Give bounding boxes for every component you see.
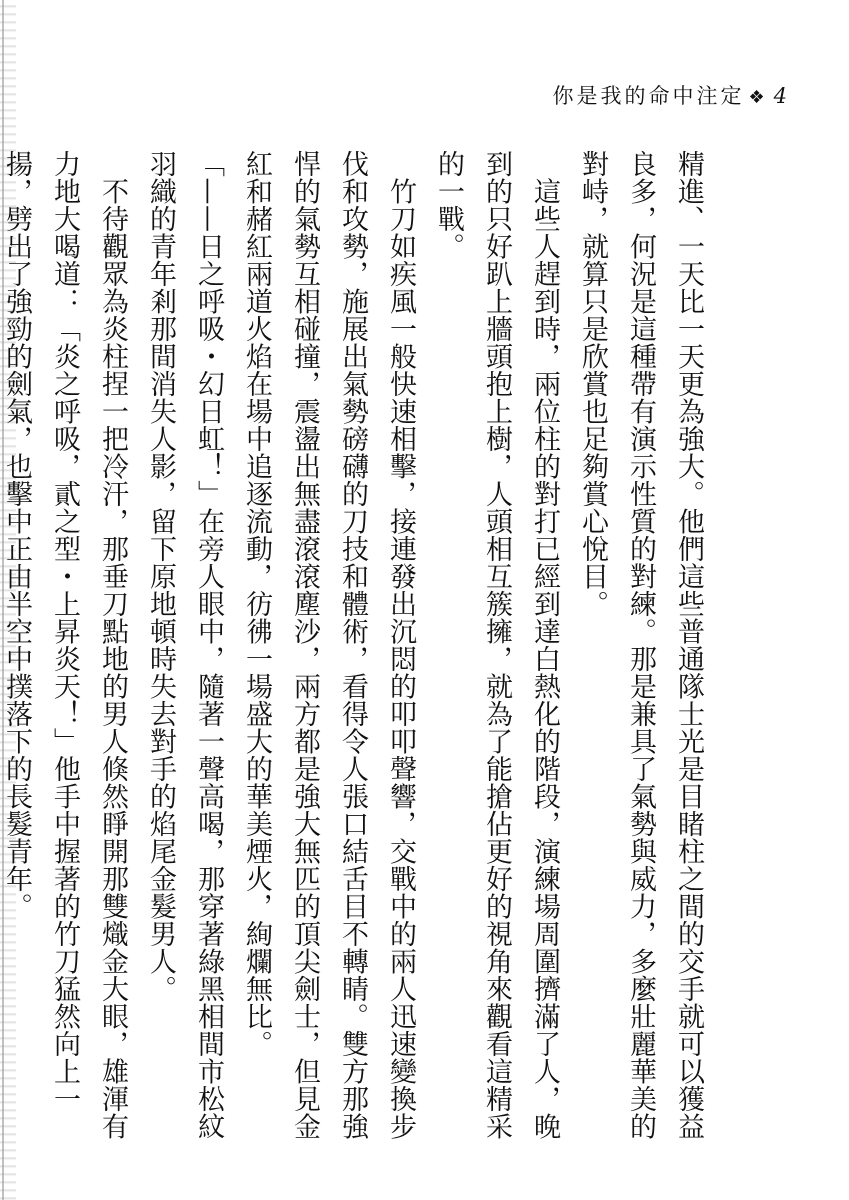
- paragraph: 這些人趕到時，兩位柱的對打已經到達白熱化的階段，演練場周圍擠滿了人，晚到的只好趴上牆頭抱上樹，人頭相互簇擁，就為了能搶佔更好的視角來觀看這精采的一戰。: [433, 150, 560, 1140]
- ornament-icon: ❖: [748, 87, 768, 108]
- page-number: 4: [773, 84, 790, 108]
- paragraph: 精進、一天比一天更為強大。他們這些普通隊士光是目睹柱之間的交手就可以獲益良多，何況是這種帶有演示性質的對練。那是兼具了氣勢與威力，多麼壯麗華美的對峙，就算只是欣賞也足夠賞心悅目。: [577, 150, 704, 1140]
- book-title: 你是我的命中注定: [552, 84, 745, 108]
- body-text: [1, 150, 712, 1140]
- paragraph: 不待觀眾為炎柱捏一把冷汗，那垂刀點地的男人倏然睜開那雙熾金大眼，雄渾有力地大喝道：「炎之呼吸，貳之型・上昇炎天！」他手中握著的竹刀猛然向上一揚，劈出了強勁的劍氣，也擊中正由半空中撲落下的長髮青年。: [1, 150, 128, 1140]
- paragraph: 「——日之呼吸・幻日虹！」在旁人眼中，隨著一聲高喝，那穿著綠黑相間市松紋羽織的青年剎那間消失人影，留下原地頓時失去對手的焰尾金髮男人。: [145, 150, 224, 1140]
- paragraph: 竹刀如疾風一般快速相擊，接連發出沉悶的叩叩聲響，交戰中的兩人迅速變換步伐和攻勢，施展出氣勢磅礴的刀技和體術，看得令人張口結舌目不轉睛。雙方那強悍的氣勢互相碰撞，震盪出無盡滾滾塵沙，兩方都是強大無匹的頂尖劍士，但見金紅和赭紅兩道火焰在場中追逐流動，彷彿一場盛大的華美煙火，絢爛無比。: [241, 150, 416, 1140]
- running-header: [540, 80, 790, 110]
